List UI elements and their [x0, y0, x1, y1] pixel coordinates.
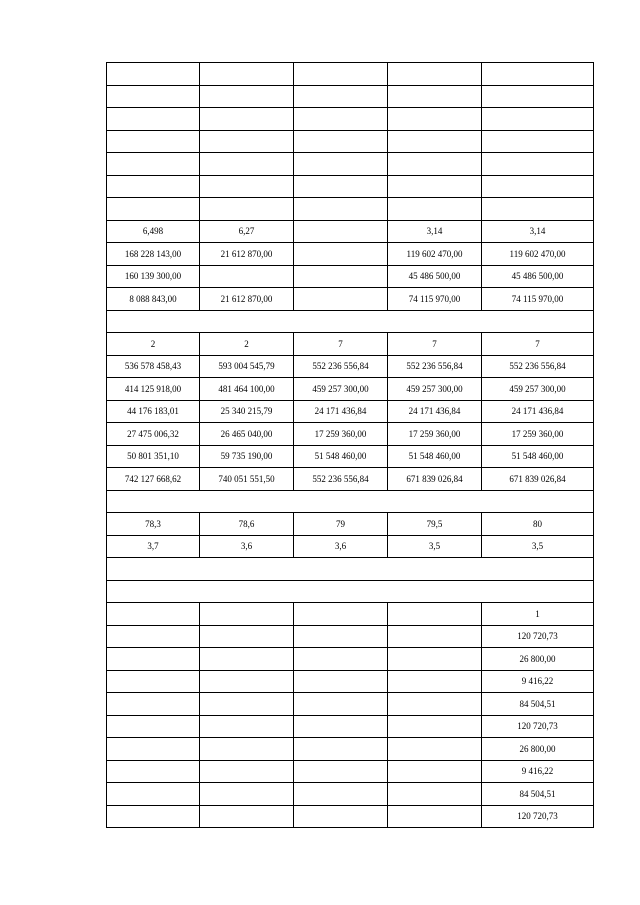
table-cell: 552 236 556,84 [294, 355, 388, 378]
table-cell: 552 236 556,84 [294, 468, 388, 491]
table-cell [107, 648, 200, 671]
table-cell [482, 108, 594, 131]
table-cell: 25 340 215,79 [200, 400, 294, 423]
table-cell: 2 [107, 333, 200, 356]
table-cell [107, 580, 594, 603]
table-cell [294, 130, 388, 153]
table-row [107, 175, 594, 198]
table-cell [388, 738, 482, 761]
table-cell: 27 475 006,32 [107, 423, 200, 446]
table-cell [107, 783, 200, 806]
table-cell [107, 310, 594, 333]
table-cell: 26 800,00 [482, 648, 594, 671]
table-cell: 51 548 460,00 [388, 445, 482, 468]
table-cell: 51 548 460,00 [294, 445, 388, 468]
table-cell [294, 603, 388, 626]
table-row [107, 693, 594, 716]
table-cell: 7 [482, 333, 594, 356]
table-cell: 45 486 500,00 [388, 265, 482, 288]
table-cell [107, 198, 200, 221]
table-cell: 45 486 500,00 [482, 265, 594, 288]
table-row [107, 355, 594, 378]
table-row [107, 400, 594, 423]
table-cell [388, 805, 482, 828]
table-cell [200, 738, 294, 761]
table-cell: 78,6 [200, 513, 294, 536]
table-cell [107, 558, 594, 581]
table-cell [200, 760, 294, 783]
table-row [107, 738, 594, 761]
table-cell [294, 783, 388, 806]
table-cell: 3,14 [482, 220, 594, 243]
table-cell [200, 265, 294, 288]
table-cell [294, 715, 388, 738]
table-cell: 17 259 360,00 [482, 423, 594, 446]
table-cell [200, 63, 294, 86]
table-cell [107, 603, 200, 626]
table-cell [107, 108, 200, 131]
table-cell [107, 130, 200, 153]
table-cell: 119 602 470,00 [482, 243, 594, 266]
table-cell [200, 670, 294, 693]
table-cell [388, 63, 482, 86]
table-cell [200, 693, 294, 716]
table-cell: 3,6 [200, 535, 294, 558]
table-cell: 6,498 [107, 220, 200, 243]
data-table-body [107, 63, 594, 828]
table-cell [200, 783, 294, 806]
table-cell: 21 612 870,00 [200, 288, 294, 311]
section-row [107, 558, 594, 581]
table-cell: 3,6 [294, 535, 388, 558]
table-row [107, 108, 594, 131]
table-cell: 50 801 351,10 [107, 445, 200, 468]
table-cell [388, 603, 482, 626]
table-cell: 24 171 436,84 [482, 400, 594, 423]
table-cell: 120 720,73 [482, 625, 594, 648]
table-cell: 74 115 970,00 [482, 288, 594, 311]
table-cell [294, 693, 388, 716]
table-cell [482, 63, 594, 86]
table-cell [388, 760, 482, 783]
table-cell: 51 548 460,00 [482, 445, 594, 468]
table-cell [107, 85, 200, 108]
table-cell [107, 760, 200, 783]
table-row [107, 760, 594, 783]
table-cell [388, 198, 482, 221]
table-cell: 59 735 190,00 [200, 445, 294, 468]
table-cell [294, 670, 388, 693]
table-cell: 593 004 545,79 [200, 355, 294, 378]
table-row [107, 535, 594, 558]
table-cell: 671 839 026,84 [482, 468, 594, 491]
table-row [107, 783, 594, 806]
table-cell: 74 115 970,00 [388, 288, 482, 311]
table-cell [388, 153, 482, 176]
table-cell [388, 648, 482, 671]
table-cell: 24 171 436,84 [388, 400, 482, 423]
table-row [107, 445, 594, 468]
table-cell [482, 130, 594, 153]
table-cell [294, 805, 388, 828]
table-row [107, 63, 594, 86]
table-cell [107, 175, 200, 198]
table-cell: 3,5 [388, 535, 482, 558]
table-cell: 26 465 040,00 [200, 423, 294, 446]
table-row [107, 333, 594, 356]
table-cell: 160 139 300,00 [107, 265, 200, 288]
table-row [107, 85, 594, 108]
table-cell [200, 175, 294, 198]
table-cell [107, 805, 200, 828]
table-cell [388, 693, 482, 716]
table-cell [200, 130, 294, 153]
table-cell: 79 [294, 513, 388, 536]
table-cell: 21 612 870,00 [200, 243, 294, 266]
table-row [107, 265, 594, 288]
table-cell: 17 259 360,00 [388, 423, 482, 446]
table-cell: 459 257 300,00 [482, 378, 594, 401]
table-cell: 3,14 [388, 220, 482, 243]
table-cell: 671 839 026,84 [388, 468, 482, 491]
table-cell: 79,5 [388, 513, 482, 536]
table-cell: 740 051 551,50 [200, 468, 294, 491]
table-cell: 119 602 470,00 [388, 243, 482, 266]
table-cell [200, 715, 294, 738]
table-row [107, 130, 594, 153]
table-cell: 552 236 556,84 [388, 355, 482, 378]
table-cell [107, 738, 200, 761]
table-cell: 84 504,51 [482, 693, 594, 716]
table-cell [388, 670, 482, 693]
table-row [107, 378, 594, 401]
table-cell: 1 [482, 603, 594, 626]
table-cell: 80 [482, 513, 594, 536]
table-cell [107, 715, 200, 738]
table-cell [200, 805, 294, 828]
table-cell [294, 220, 388, 243]
table-cell [388, 85, 482, 108]
table-cell: 3,5 [482, 535, 594, 558]
table-row [107, 805, 594, 828]
table-cell: 8 088 843,00 [107, 288, 200, 311]
table-cell: 6,27 [200, 220, 294, 243]
table-cell [294, 153, 388, 176]
table-cell: 9 416,22 [482, 760, 594, 783]
table-cell [200, 153, 294, 176]
table-cell [200, 198, 294, 221]
table-cell: 2 [200, 333, 294, 356]
table-cell: 120 720,73 [482, 805, 594, 828]
table-cell [107, 63, 200, 86]
table-cell [482, 85, 594, 108]
table-cell [107, 490, 594, 513]
table-cell: 9 416,22 [482, 670, 594, 693]
table-cell [388, 715, 482, 738]
table-cell [294, 108, 388, 131]
table-cell: 481 464 100,00 [200, 378, 294, 401]
table-row [107, 670, 594, 693]
data-table [106, 62, 594, 828]
table-cell: 742 127 668,62 [107, 468, 200, 491]
table-cell: 414 125 918,00 [107, 378, 200, 401]
table-cell [294, 738, 388, 761]
table-cell: 7 [294, 333, 388, 356]
table-cell [107, 153, 200, 176]
table-cell [294, 63, 388, 86]
table-cell [294, 625, 388, 648]
table-row [107, 648, 594, 671]
table-cell [294, 243, 388, 266]
table-cell [200, 108, 294, 131]
table-cell: 24 171 436,84 [294, 400, 388, 423]
table-cell: 44 176 183,01 [107, 400, 200, 423]
table-cell: 7 [388, 333, 482, 356]
table-cell: 3,7 [107, 535, 200, 558]
table-cell [388, 783, 482, 806]
table-cell: 168 228 143,00 [107, 243, 200, 266]
table-row [107, 625, 594, 648]
table-cell [200, 648, 294, 671]
table-cell [107, 625, 200, 648]
table-row [107, 198, 594, 221]
section-row [107, 580, 594, 603]
table-cell: 536 578 458,43 [107, 355, 200, 378]
table-cell [294, 648, 388, 671]
table-cell: 459 257 300,00 [294, 378, 388, 401]
table-cell [200, 85, 294, 108]
table-cell [388, 625, 482, 648]
table-cell [388, 108, 482, 131]
table-cell [388, 175, 482, 198]
table-cell [294, 198, 388, 221]
table-cell [107, 693, 200, 716]
table-cell: 84 504,51 [482, 783, 594, 806]
table-cell: 78,3 [107, 513, 200, 536]
table-cell [107, 670, 200, 693]
table-cell [294, 85, 388, 108]
table-cell [200, 603, 294, 626]
table-cell: 459 257 300,00 [388, 378, 482, 401]
table-cell [294, 175, 388, 198]
table-cell [294, 288, 388, 311]
table-cell: 552 236 556,84 [482, 355, 594, 378]
table-row [107, 603, 594, 626]
table-cell: 120 720,73 [482, 715, 594, 738]
table-cell [482, 153, 594, 176]
table-cell: 26 800,00 [482, 738, 594, 761]
table-row [107, 468, 594, 491]
table-row [107, 220, 594, 243]
section-row [107, 490, 594, 513]
table-row [107, 513, 594, 536]
table-cell [294, 760, 388, 783]
table-row [107, 423, 594, 446]
table-cell [388, 130, 482, 153]
table-row [107, 715, 594, 738]
table-cell [200, 625, 294, 648]
section-row [107, 310, 594, 333]
table-cell: 17 259 360,00 [294, 423, 388, 446]
table-row [107, 288, 594, 311]
table-cell [482, 175, 594, 198]
table-row [107, 243, 594, 266]
table-cell [294, 265, 388, 288]
table-cell [482, 198, 594, 221]
table-row [107, 153, 594, 176]
